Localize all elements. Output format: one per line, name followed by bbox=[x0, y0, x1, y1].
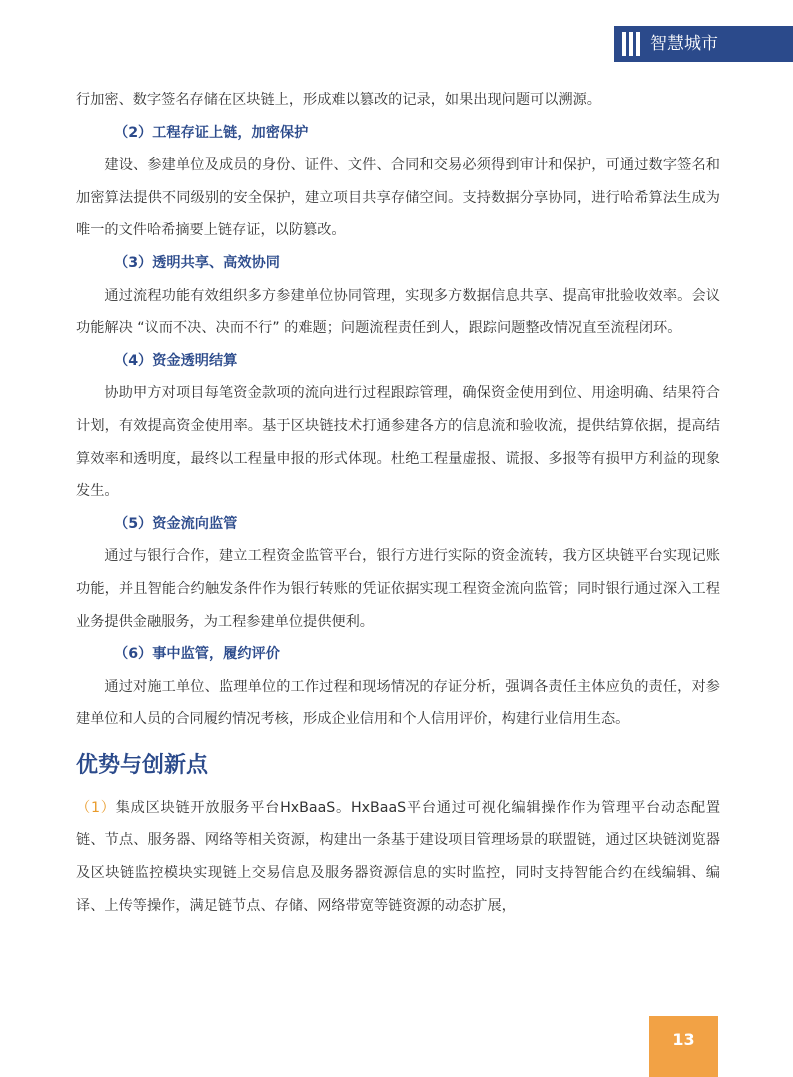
page-number-badge bbox=[649, 1016, 718, 1077]
item-body-6: 通过对施工单位、监理单位的工作过程和现场情况的存证分析，强调各责任主体应负的责任，对参建单位和人员的合同履约情况考核，形成企业信用和个人信用评价，构建行业信用生态。 bbox=[76, 678, 720, 728]
item-body-2: 建设、参建单位及成员的身份、证件、文件、合同和交易必须得到审计和保护，可通过数字签名和加密算法提供不同级别的安全保护，建立项目共享存储空间。支持数据分享协同，进行哈希算法生成为唯一的文件哈希摘要上链存证，以防篡改。 bbox=[76, 157, 720, 239]
item-heading-5: （5）资金流向监管 bbox=[114, 515, 238, 532]
item-heading-6: （6）事中监管，履约评价 bbox=[114, 646, 280, 663]
intro-paragraph: 行加密、数字签名存储在区块链上，形成难以篡改的记录，如果出现问题可以溯源。 bbox=[76, 92, 601, 108]
page-number: 13 bbox=[672, 1030, 695, 1049]
item-body-5: 通过与银行合作，建立工程资金监管平台，银行方进行实际的资金流转，我方区块链平台实现记账功能，并且智能合约触发条件作为银行转账的凭证依据实现工程资金流向监管；同时银行通过深入工程业务提供金融服务，为工程参建单位提供便利。 bbox=[76, 548, 720, 630]
header-stripes-icon bbox=[622, 32, 640, 56]
page-content bbox=[76, 84, 720, 922]
header-bar bbox=[614, 26, 793, 62]
item-body-4: 协助甲方对项目每笔资金款项的流向进行过程跟踪管理，确保资金使用到位、用途明确、结果符合计划，有效提高资金使用率。基于区块链技术打通参建各方的信息流和验收流，提供结算依据，提高结算效率和透明度，最终以工程量申报的形式体现。杜绝工程量虚报、谎报、多报等有损甲方利益的现象发生。 bbox=[76, 385, 720, 500]
section-item-1 bbox=[76, 792, 720, 922]
header-title: 智慧城市 bbox=[650, 34, 718, 54]
item-body-3: 通过流程功能有效组织多方参建单位协同管理，实现多方数据信息共享、提高审批验收效率。会议功能解决 “议而不决、决而不行” 的难题；问题流程责任到人，跟踪问题整改情况直至流程闭环。 bbox=[76, 287, 720, 337]
item-heading-4: （4）资金透明结算 bbox=[114, 352, 238, 369]
item-heading-2: （2）工程存证上链，加密保护 bbox=[114, 124, 309, 141]
section-item-1-number: （1） bbox=[76, 799, 116, 816]
section-item-1-text: 集成区块链开放服务平台HxBaaS。HxBaaS平台通过可视化编辑操作作为管理平台动态配置链、节点、服务器、网络等相关资源，构建出一条基于建设项目管理场景的联盟链，通过区块链浏览器及区块链监控模块实现链上交易信息及服务器资源信息的实时监控，同时支持智能合约在线编辑、编译、上传等操作，满足链节点、存储、网络带宽等链资源的动态扩展， bbox=[76, 799, 721, 914]
item-heading-3: （3）透明共享、高效协同 bbox=[114, 254, 280, 271]
section-title: 优势与创新点 bbox=[76, 752, 209, 778]
